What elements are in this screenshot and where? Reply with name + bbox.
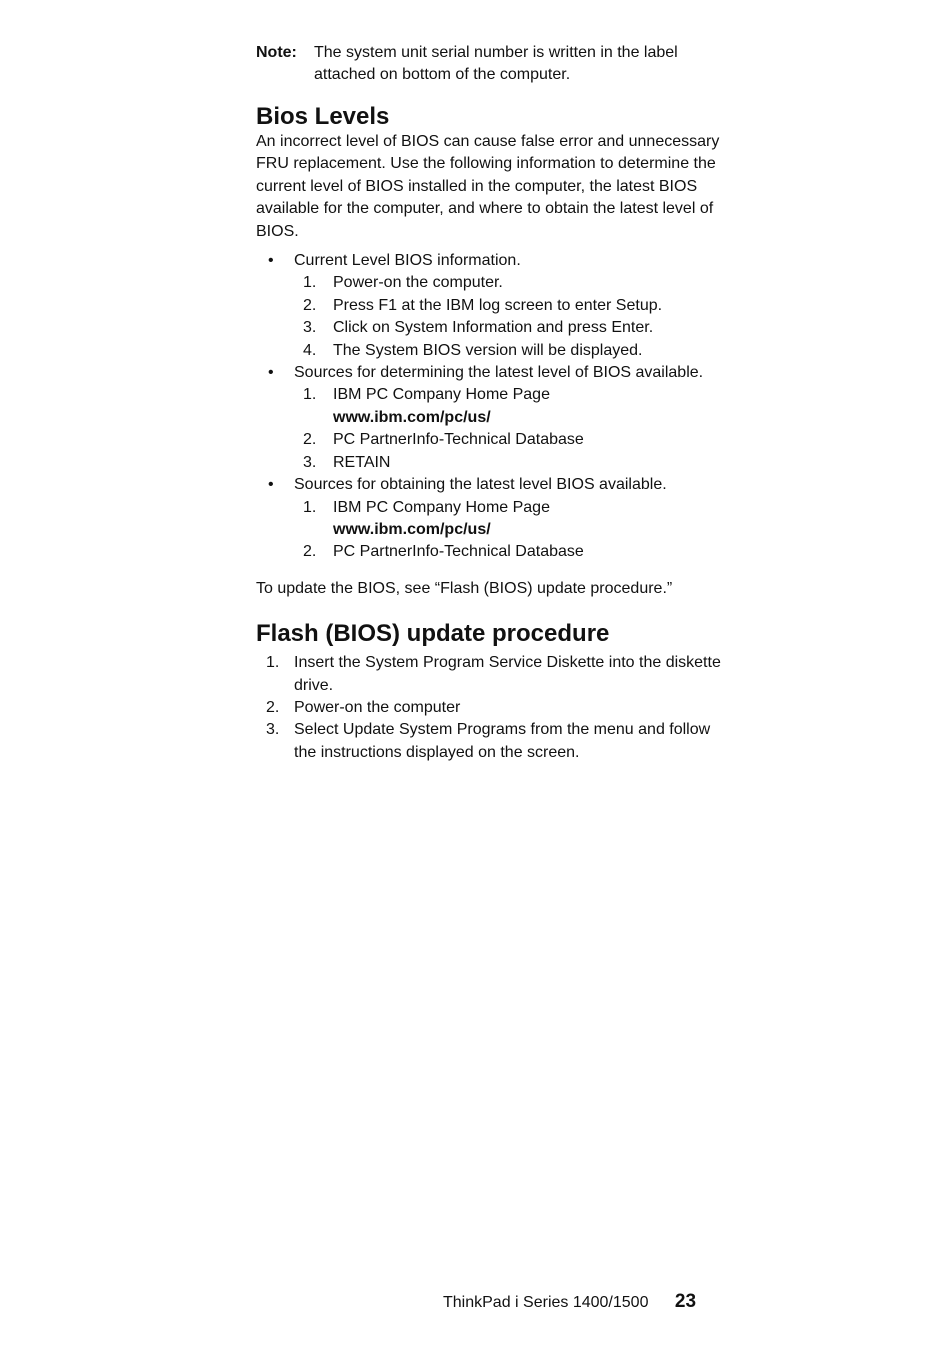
step-number: 1. (303, 498, 317, 516)
step-number: 4. (303, 341, 317, 359)
step-item (294, 497, 726, 542)
step-number: 2. (266, 698, 280, 716)
page-number: 23 (674, 1291, 697, 1312)
bullet-item (256, 250, 726, 362)
bullet-item (256, 474, 726, 564)
bullet-text: Sources for determining the latest level of BIOS available. (294, 364, 704, 382)
flash-step-item (256, 652, 726, 697)
flash-step-item (256, 697, 726, 719)
page-content (256, 42, 726, 764)
footer-title: ThinkPad i Series 1400/1500 (443, 1294, 649, 1311)
bios-levels-intro: An incorrect level of BIOS can cause false error and unnecessary FRU replacement. Use the following information to determine the current level of BIOS installed in the computer, the latest BIOS available for the computer, and where to obtain the latest level of BIOS. (256, 133, 720, 240)
step-number: 2. (303, 431, 317, 449)
step-text: IBM PC Company Home Page (333, 498, 550, 516)
step-text: Power-on the computer. (333, 274, 503, 292)
flash-procedure-heading: Flash (BIOS) update procedure (256, 620, 610, 648)
flash-step-list (256, 652, 726, 764)
step-text: The System BIOS version will be displayed. (333, 341, 643, 359)
step-number: 3. (266, 721, 280, 739)
note (256, 42, 726, 86)
url-link[interactable]: www.ibm.com/pc/us/ (333, 520, 491, 538)
bios-bullet-list (256, 250, 726, 564)
bullet-glyph: • (268, 364, 274, 382)
bios-levels-heading: Bios Levels (256, 103, 390, 130)
step-text: RETAIN (333, 453, 391, 471)
bullet-text: Sources for obtaining the latest level BIOS available. (294, 476, 667, 494)
step-number: 3. (303, 453, 317, 471)
update-reference: To update the BIOS, see “Flash (BIOS) update procedure.” (256, 579, 673, 597)
step-number: 1. (303, 386, 317, 404)
page-footer (443, 1290, 743, 1315)
url-link[interactable]: www.ibm.com/pc/us/ (333, 408, 491, 426)
step-item (294, 295, 726, 317)
step-text: Click on System Information and press Enter. (333, 319, 654, 337)
note-text: The system unit serial number is written in the label attached on bottom of the computer. (314, 44, 678, 83)
step-item (294, 429, 726, 451)
step-text: Insert the System Program Service Diskette into the diskette drive. (294, 654, 721, 694)
step-list (294, 384, 726, 474)
step-text: PC PartnerInfo-Technical Database (333, 431, 584, 449)
step-item (294, 340, 726, 362)
step-text: Power-on the computer (294, 698, 461, 716)
step-item (294, 384, 726, 429)
step-item (294, 452, 726, 474)
bullet-text: Current Level BIOS information. (294, 252, 521, 270)
flash-step-item (256, 719, 726, 764)
step-number: 1. (266, 654, 280, 672)
step-item (294, 272, 726, 294)
bullet-glyph: • (268, 476, 274, 494)
bullet-item (256, 362, 726, 474)
step-number: 1. (303, 274, 317, 292)
step-text: Press F1 at the IBM log screen to enter Setup. (333, 296, 663, 314)
step-item (294, 317, 726, 339)
step-text: Select Update System Programs from the menu and follow the instructions displayed on the screen. (294, 721, 711, 761)
step-item (294, 541, 726, 563)
step-text: IBM PC Company Home Page (333, 386, 550, 404)
step-list (294, 272, 726, 362)
note-label: Note: (256, 44, 297, 61)
bullet-glyph: • (268, 252, 274, 270)
step-text: PC PartnerInfo-Technical Database (333, 543, 584, 561)
step-number: 2. (303, 296, 317, 314)
step-number: 2. (303, 543, 317, 561)
step-list (294, 497, 726, 564)
step-number: 3. (303, 319, 317, 337)
